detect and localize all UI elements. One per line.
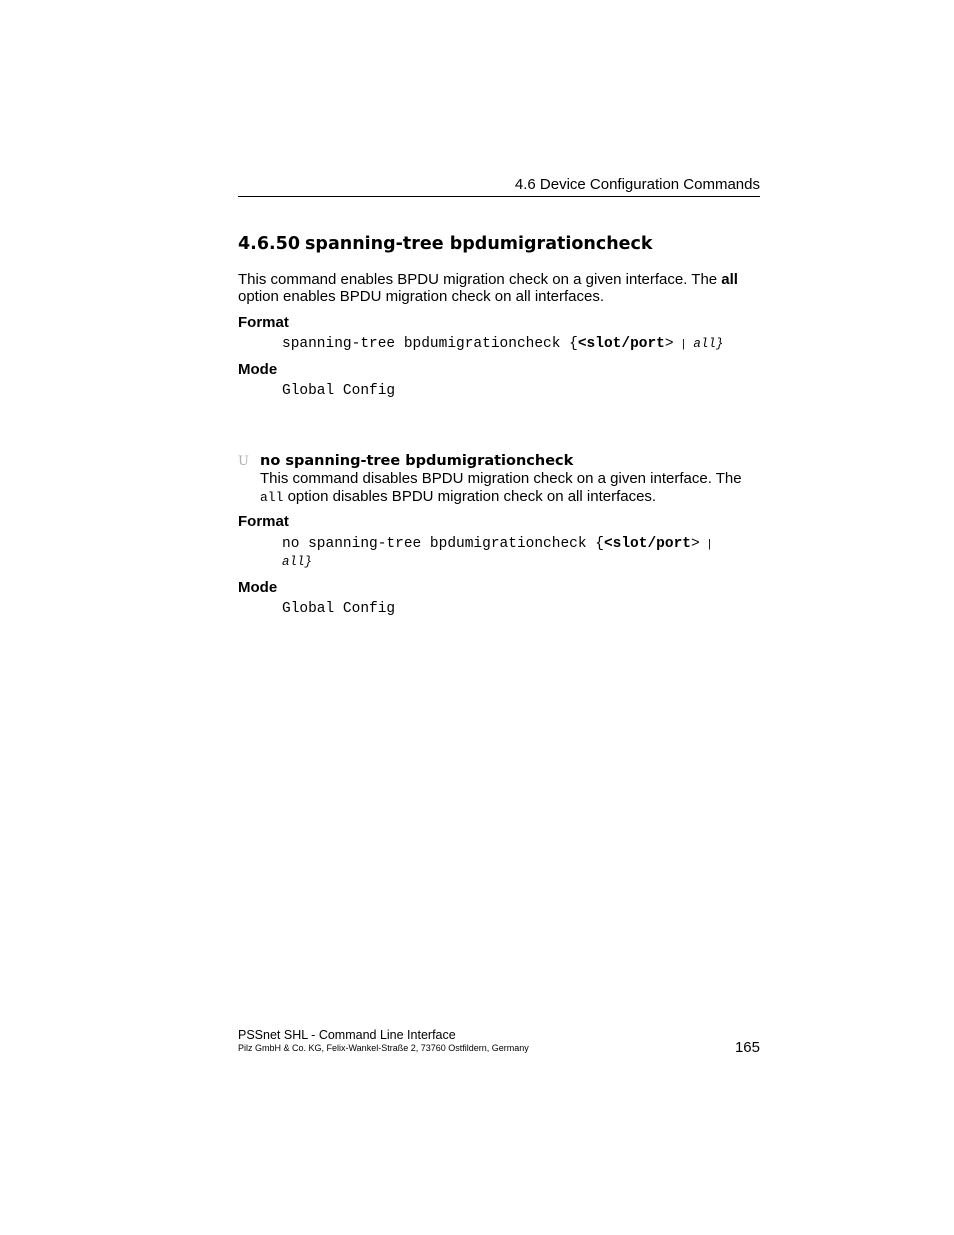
section-title [238, 233, 653, 255]
mode-value: Global Config [282, 383, 396, 399]
no-form-format-label: Format [238, 513, 289, 530]
description-text: option disables BPDU migration check on all interfaces. [283, 488, 657, 505]
format-argument-close: > [664, 336, 674, 352]
format-separator: | [673, 339, 694, 351]
inline-code-all: all [260, 490, 284, 505]
format-argument: <slot/port [603, 536, 691, 552]
no-form-description-line-2 [260, 488, 656, 506]
format-all-option: all} [282, 555, 313, 569]
header-rule [238, 196, 760, 197]
footer-address: Pilz GmbH & Co. KG, Felix-Wankel-Straße 2, 73760 Ostfildern, Germany [238, 1043, 529, 1053]
section-number: 4.6.50 [238, 234, 301, 254]
section-description-line-2: option enables BPDU migration check on all interfaces. [238, 288, 605, 305]
running-head: 4.6 Device Configuration Commands [514, 176, 760, 193]
format-command: spanning-tree bpdumigrationcheck { [282, 336, 578, 352]
no-form-mode-label: Mode [238, 579, 278, 596]
format-label: Format [238, 314, 289, 331]
format-separator: | [699, 539, 713, 551]
format-all-option: all} [693, 337, 724, 351]
section-description-line-1 [238, 271, 738, 288]
bullet-marker: U [238, 454, 249, 469]
no-form-format-syntax [282, 535, 713, 554]
no-form-title: no spanning-tree bpdumigrationcheck [260, 453, 574, 469]
footer-title: PSSnet SHL - Command Line Interface [238, 1028, 456, 1042]
no-form-mode-value: Global Config [282, 601, 396, 617]
section-title-text: spanning-tree bpdumigrationcheck [305, 234, 653, 254]
page-number: 165 [734, 1039, 760, 1056]
format-syntax [282, 335, 723, 354]
mode-label: Mode [238, 361, 278, 378]
no-form-description-line-1: This command disables BPDU migration check on a given interface. The [260, 470, 742, 487]
no-form-format-syntax-line-2 [282, 553, 312, 571]
format-argument-close: > [690, 536, 700, 552]
format-argument: <slot/port [577, 336, 665, 352]
format-command: no spanning-tree bpdumigrationcheck { [282, 536, 604, 552]
description-text: This command enables BPDU migration check on a given interface. The [238, 271, 722, 288]
description-bold-all: all [721, 271, 738, 288]
